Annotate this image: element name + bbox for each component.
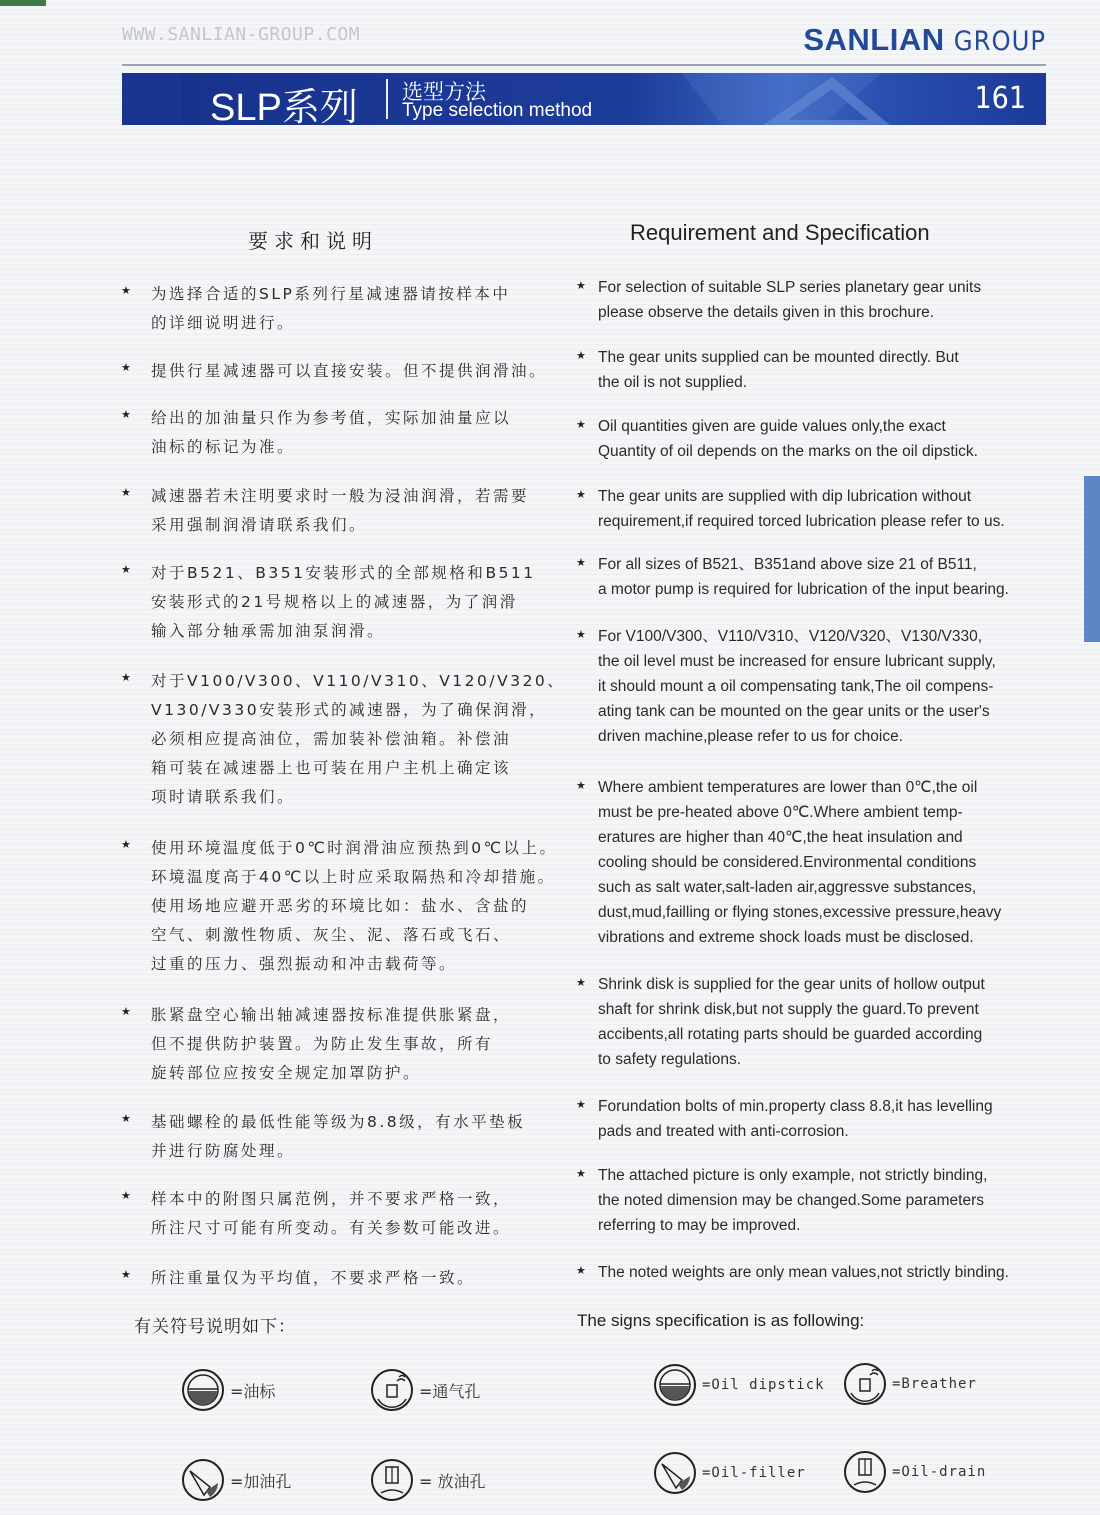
requirement-cn-item-text <box>151 834 571 979</box>
requirement-cn-item-line: V130/V330安装形式的减速器，为了确保润滑， <box>151 701 548 719</box>
requirement-cn-item-line: 环境温度高于40℃以上时应采取隔热和冷却措施。 <box>151 868 556 886</box>
star-bullet-icon: ★ <box>121 563 131 576</box>
oil-dipstick-icon <box>180 1367 226 1413</box>
requirement-cn-item-text <box>151 280 571 338</box>
series-title: SLP系列 <box>210 87 358 125</box>
requirement-en-item-line: Where ambient temperatures are lower than 0℃,the oil <box>598 779 978 796</box>
star-bullet-icon: ★ <box>121 1268 131 1281</box>
requirement-en-item-line: shaft for shrink disk,but not supply the guard.To prevent <box>598 1001 979 1018</box>
corner-tab <box>0 0 46 6</box>
sign-dipstick-en <box>652 1362 825 1408</box>
sign-dipstick-label-cn: =油标 <box>230 1381 276 1401</box>
requirement-cn-item-line: 旋转部位应按安全规定加罩防护。 <box>151 1064 422 1082</box>
star-bullet-icon: ★ <box>121 284 131 297</box>
requirement-cn-item-line: 并进行防腐处理。 <box>151 1142 296 1160</box>
oil-drain-icon <box>369 1457 415 1503</box>
sign-breather-en <box>842 1361 977 1407</box>
requirement-en-item-text <box>598 1163 1054 1238</box>
requirement-en-item-text <box>598 345 1054 395</box>
requirement-cn-item-line: 项时请联系我们。 <box>151 788 296 806</box>
requirement-cn-item-line: 对于V100/V300、V110/V310、V120/V320、 <box>151 672 566 690</box>
sign-drain-label-cn: = 放油孔 <box>419 1471 486 1491</box>
star-bullet-icon: ★ <box>576 488 586 501</box>
requirement-cn-item-line: 基础螺栓的最低性能等级为8.8级，有水平垫板 <box>151 1113 526 1131</box>
requirement-en-item-line: For V100/V300、V110/V310、V120/V320、V130/V330, <box>598 628 983 645</box>
requirement-cn-item-text <box>151 667 571 812</box>
requirement-cn-item-line: 对于B521、B351安装形式的全部规格和B511 <box>151 564 536 582</box>
requirement-en-item-line: accibents,all rotating parts should be guarded according <box>598 1026 983 1043</box>
sign-breather-label-en: =Breather <box>892 1376 977 1392</box>
requirement-cn-item-line: 采用强制润滑请联系我们。 <box>151 516 368 534</box>
requirement-en-item-line: the noted dimension may be changed.Some parameters <box>598 1192 985 1209</box>
requirement-en-item-text <box>598 1094 1054 1144</box>
requirement-cn-item-line: 提供行星减速器可以直接安装。但不提供润滑油。 <box>151 362 548 380</box>
requirement-cn-item-line: 输入部分轴承需加油泵润滑。 <box>151 622 386 640</box>
requirement-cn-item-line: 使用场地应避开恶劣的环境比如：盐水、含盐的 <box>151 897 530 915</box>
requirement-en-item-line: the oil level must be increased for ensure lubricant supply, <box>598 653 996 670</box>
requirement-cn-item-line: 为选择合适的SLP系列行星减速器请按样本中 <box>151 285 511 303</box>
requirement-en-item-line: the oil is not supplied. <box>598 374 748 391</box>
requirement-en-item-line: cooling should be considered.Environmental conditions <box>598 854 977 871</box>
sign-breather-label-cn: =通气孔 <box>419 1381 481 1401</box>
requirement-cn-item-line: 使用环境温度低于0℃时润滑油应预热到0℃以上。 <box>151 839 558 857</box>
requirement-cn-item-line: 给出的加油量只作为参考值，实际加油量应以 <box>151 409 512 427</box>
requirement-en-item-line: For selection of suitable SLP series planetary gear units <box>598 279 982 296</box>
oil-dipstick-icon <box>652 1362 698 1408</box>
star-bullet-icon: ★ <box>121 361 131 374</box>
requirement-en-item-line: a motor pump is required for lubrication of the input bearing. <box>598 581 1009 598</box>
requirement-en-item-line: requirement,if required torced lubrication please refer to us. <box>598 513 1005 530</box>
requirement-en-item-line: Forundation bolts of min.property class 8.8,it has levelling <box>598 1098 993 1115</box>
star-bullet-icon: ★ <box>576 976 586 989</box>
requirement-en-item-line: please observe the details given in this brochure. <box>598 304 935 321</box>
requirement-en-item-line: The attached picture is only example, not strictly binding, <box>598 1167 988 1184</box>
requirement-en-item-line: referring to may be improved. <box>598 1217 801 1234</box>
header-rule <box>122 64 1046 66</box>
requirement-en-item-text <box>598 414 1054 464</box>
requirement-cn-item-text <box>151 1185 571 1243</box>
requirement-cn-item-line: 安装形式的21号规格以上的减速器，为了润滑 <box>151 593 518 611</box>
requirement-en-item-line: vibrations and extreme shock loads must be disclosed. <box>598 929 974 946</box>
oil-drain-icon <box>842 1449 888 1495</box>
star-bullet-icon: ★ <box>121 486 131 499</box>
requirement-en-item-line: pads and treated with anti-corrosion. <box>598 1123 849 1140</box>
star-bullet-icon: ★ <box>576 1098 586 1111</box>
requirement-cn-item-text <box>151 1264 571 1293</box>
star-bullet-icon: ★ <box>576 418 586 431</box>
requirement-cn-item-line: 所注尺寸可能有所变动。有关参数可能改进。 <box>151 1219 512 1237</box>
star-bullet-icon: ★ <box>121 671 131 684</box>
requirement-cn-item-line: 所注重量仅为平均值，不要求严格一致。 <box>151 1269 476 1287</box>
sign-breather-cn <box>369 1367 480 1413</box>
requirement-en-item-text <box>598 775 1054 950</box>
star-bullet-icon: ★ <box>576 349 586 362</box>
requirement-en-item-line: to safety regulations. <box>598 1051 742 1068</box>
star-bullet-icon: ★ <box>576 556 586 569</box>
star-bullet-icon: ★ <box>576 279 586 292</box>
breather-icon <box>369 1367 415 1413</box>
requirements-title-en: Requirement and Specification <box>630 220 930 245</box>
star-bullet-icon: ★ <box>576 779 586 792</box>
sign-filler-cn <box>180 1457 291 1503</box>
requirement-cn-item-text <box>151 357 571 386</box>
sign-filler-label-cn: =加油孔 <box>230 1471 292 1491</box>
brand-logo <box>803 22 1046 58</box>
requirement-cn-item-line: 减速器若未注明要求时一般为浸油润滑，若需要 <box>151 487 530 505</box>
requirement-en-item-text <box>598 275 1054 325</box>
requirement-en-item-text <box>598 484 1054 534</box>
requirement-en-item-line: Oil quantities given are guide values only,the exact <box>598 418 946 435</box>
star-bullet-icon: ★ <box>121 1005 131 1018</box>
requirement-en-item-line: The noted weights are only mean values,not strictly binding. <box>598 1264 1009 1281</box>
requirement-en-item-line: For all sizes of B521、B351and above size 21 of B511, <box>598 556 977 573</box>
requirement-en-item-line: The gear units are supplied with dip lubrication without <box>598 488 972 505</box>
sign-dipstick-label-en: =Oil dipstick <box>702 1377 825 1393</box>
requirement-cn-item-text <box>151 559 571 646</box>
star-bullet-icon: ★ <box>121 838 131 851</box>
requirement-en-item-line: such as salt water,salt-laden air,aggressve substances, <box>598 879 977 896</box>
banner-divider <box>386 79 388 119</box>
requirement-en-item-line: Quantity of oil depends on the marks on the oil dipstick. <box>598 443 978 460</box>
star-bullet-icon: ★ <box>121 1112 131 1125</box>
breather-icon <box>842 1361 888 1407</box>
requirement-cn-item-line: 必须相应提高油位，需加装补偿油箱。补偿油 <box>151 730 512 748</box>
requirement-cn-item-line: 的详细说明进行。 <box>151 314 296 332</box>
star-bullet-icon: ★ <box>121 1189 131 1202</box>
requirement-en-item-text <box>598 624 1054 749</box>
requirement-cn-item-line: 箱可装在减速器上也可装在用户主机上确定该 <box>151 759 512 777</box>
page-number: 161 <box>974 81 1026 116</box>
requirement-cn-item-line: 样本中的附图只属范例，并不要求严格一致， <box>151 1190 512 1208</box>
sign-drain-en <box>842 1449 986 1495</box>
signs-heading-cn: 有关符号说明如下： <box>134 1317 296 1337</box>
requirement-en-item-line: it should mount a oil compensating tank,The oil compens- <box>598 678 994 695</box>
star-bullet-icon: ★ <box>121 408 131 421</box>
section-title-en: Type selection method <box>402 100 593 121</box>
requirement-cn-item-text <box>151 404 571 462</box>
star-bullet-icon: ★ <box>576 628 586 641</box>
section-title-cn: 选型方法 <box>402 80 486 104</box>
requirement-cn-item-text <box>151 1108 571 1166</box>
requirement-en-item-line: eratures are higher than 40℃,the heat insulation and <box>598 829 963 846</box>
requirement-cn-item-line: 胀紧盘空心输出轴减速器按标准提供胀紧盘， <box>151 1006 512 1024</box>
brand-main: SANLIAN <box>803 22 945 57</box>
requirement-en-item-text <box>598 972 1054 1072</box>
requirement-en-item-line: driven machine,please refer to us for choice. <box>598 728 903 745</box>
requirement-en-item-line: Shrink disk is supplied for the gear units of hollow output <box>598 976 985 993</box>
side-thumb-tab <box>1084 476 1100 642</box>
requirement-en-item-line: ating tank can be mounted on the gear units or the user's <box>598 703 990 720</box>
requirement-en-item-text <box>598 1260 1054 1285</box>
requirements-title-cn: 要求和说明 <box>248 229 378 253</box>
website-url: WWW.SANLIAN-GROUP.COM <box>122 24 361 45</box>
requirement-cn-item-text <box>151 1001 571 1088</box>
requirement-cn-item-line: 但不提供防护装置。为防止发生事故，所有 <box>151 1035 494 1053</box>
requirement-en-item-text <box>598 552 1054 602</box>
requirement-en-item-line: The gear units supplied can be mounted directly. But <box>598 349 959 366</box>
signs-heading-en: The signs specification is as following: <box>577 1311 865 1330</box>
sign-dipstick-cn <box>180 1367 275 1413</box>
sign-filler-label-en: =Oil-filler <box>702 1465 806 1481</box>
requirement-en-item-line: must be pre-heated above 0℃.Where ambient temp- <box>598 804 963 821</box>
requirement-cn-item-line: 空气、刺激性物质、灰尘、泥、落石或飞石、 <box>151 926 512 944</box>
star-bullet-icon: ★ <box>576 1167 586 1180</box>
oil-filler-icon <box>180 1457 226 1503</box>
requirement-cn-item-line: 油标的标记为准。 <box>151 438 296 456</box>
requirement-cn-item-text <box>151 482 571 540</box>
requirement-en-item-line: dust,mud,failling or flying stones,excessive pressure,heavy <box>598 904 1002 921</box>
star-bullet-icon: ★ <box>576 1264 586 1277</box>
sign-drain-label-en: =Oil-drain <box>892 1464 987 1480</box>
sign-filler-en <box>652 1450 806 1496</box>
title-banner <box>122 73 1046 125</box>
oil-filler-icon <box>652 1450 698 1496</box>
sign-drain-cn <box>369 1457 486 1503</box>
requirement-cn-item-line: 过重的压力、强烈振动和冲击载荷等。 <box>151 955 458 973</box>
brand-group: GROUP <box>953 26 1046 57</box>
